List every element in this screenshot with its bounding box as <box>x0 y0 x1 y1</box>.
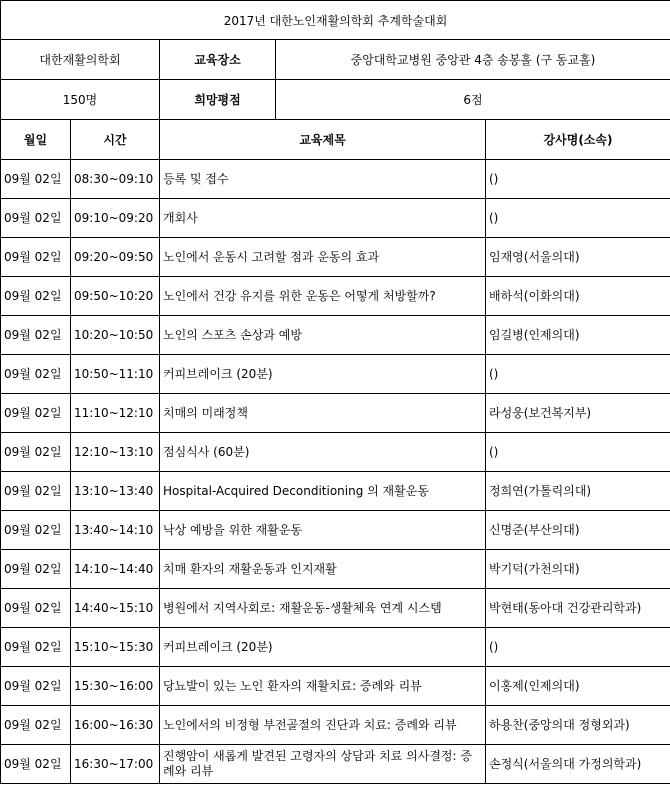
lecturer-cell: () <box>486 628 670 667</box>
lecturer-cell: 정희연(가톨릭의대) <box>486 472 670 511</box>
subject-cell: 점심식사 (60분) <box>160 433 486 472</box>
header-time: 시간 <box>71 120 160 160</box>
header-date: 월일 <box>1 120 71 160</box>
date-cell: 09월 02일 <box>1 160 71 199</box>
time-cell: 13:40~14:10 <box>71 511 160 550</box>
header-row <box>1 120 670 160</box>
date-cell: 09월 02일 <box>1 238 71 277</box>
date-cell: 09월 02일 <box>1 199 71 238</box>
subject-cell: 개회사 <box>160 199 486 238</box>
table-row <box>1 316 670 355</box>
table-row <box>1 511 670 550</box>
lecturer-cell: 박기덕(가천의대) <box>486 550 670 589</box>
subject-cell: 노인의 스포츠 손상과 예방 <box>160 316 486 355</box>
time-cell: 10:20~10:50 <box>71 316 160 355</box>
time-cell: 13:10~13:40 <box>71 472 160 511</box>
table-row <box>1 394 670 433</box>
time-cell: 14:40~15:10 <box>71 589 160 628</box>
date-cell: 09월 02일 <box>1 433 71 472</box>
table-row <box>1 355 670 394</box>
lecturer-cell: () <box>486 160 670 199</box>
table-row <box>1 238 670 277</box>
table-row <box>1 433 670 472</box>
time-cell: 15:30~16:00 <box>71 667 160 706</box>
info-row-venue <box>1 40 670 80</box>
subject-cell: 병원에서 지역사회로: 재활운동-생활체육 연계 시스템 <box>160 589 486 628</box>
lecturer-cell: 신명준(부산의대) <box>486 511 670 550</box>
time-cell: 09:50~10:20 <box>71 277 160 316</box>
venue-label: 교육장소 <box>160 40 276 80</box>
lecturer-cell: () <box>486 433 670 472</box>
table-row <box>1 745 670 784</box>
subject-cell: 낙상 예방을 위한 재활운동 <box>160 511 486 550</box>
subject-cell: 커피브레이크 (20분) <box>160 355 486 394</box>
organization-cell: 대한재활의학회 <box>1 40 160 80</box>
date-cell: 09월 02일 <box>1 316 71 355</box>
date-cell: 09월 02일 <box>1 589 71 628</box>
header-lecturer: 강사명(소속) <box>486 120 670 160</box>
lecturer-cell: () <box>486 355 670 394</box>
table-row <box>1 667 670 706</box>
date-cell: 09월 02일 <box>1 628 71 667</box>
subject-cell: 당뇨발이 있는 노인 환자의 재활치료: 증례와 리뷰 <box>160 667 486 706</box>
subject-cell: 등록 및 접수 <box>160 160 486 199</box>
document-title: 2017년 대한노인재활의학회 추계학술대회 <box>1 1 670 40</box>
credits-label: 희망평점 <box>160 80 276 120</box>
subject-cell: Hospital-Acquired Deconditioning 의 재활운동 <box>160 472 486 511</box>
date-cell: 09월 02일 <box>1 355 71 394</box>
date-cell: 09월 02일 <box>1 277 71 316</box>
date-cell: 09월 02일 <box>1 745 71 784</box>
venue-value: 중앙대학교병원 중앙관 4층 송봉홀 (구 동교홀) <box>276 40 670 80</box>
lecturer-cell: 임재영(서울의대) <box>486 238 670 277</box>
date-cell: 09월 02일 <box>1 511 71 550</box>
table-row <box>1 706 670 745</box>
subject-cell: 노인에서의 비정형 부전골절의 진단과 치료: 증례와 리뷰 <box>160 706 486 745</box>
info-row-capacity <box>1 80 670 120</box>
time-cell: 14:10~14:40 <box>71 550 160 589</box>
subject-cell: 치매의 미래정책 <box>160 394 486 433</box>
date-cell: 09월 02일 <box>1 472 71 511</box>
subject-cell: 치매 환자의 재활운동과 인지재활 <box>160 550 486 589</box>
time-cell: 10:50~11:10 <box>71 355 160 394</box>
subject-cell: 진행암이 새롭게 발견된 고령자의 상담과 치료 의사결정: 증례와 리뷰 <box>160 745 486 784</box>
lecturer-cell: () <box>486 199 670 238</box>
subject-cell: 커피브레이크 (20분) <box>160 628 486 667</box>
table-row <box>1 277 670 316</box>
lecturer-cell: 배하석(이화의대) <box>486 277 670 316</box>
time-cell: 11:10~12:10 <box>71 394 160 433</box>
table-row <box>1 160 670 199</box>
lecturer-cell: 손정식(서울의대 가정의학과) <box>486 745 670 784</box>
table-row <box>1 472 670 511</box>
time-cell: 12:10~13:10 <box>71 433 160 472</box>
table-row <box>1 199 670 238</box>
lecturer-cell: 하용찬(중앙의대 정형외과) <box>486 706 670 745</box>
time-cell: 15:10~15:30 <box>71 628 160 667</box>
subject-cell: 노인에서 건강 유지를 위한 운동은 어떻게 처방할까? <box>160 277 486 316</box>
title-row <box>1 1 670 40</box>
table-row <box>1 628 670 667</box>
lecturer-cell: 라성웅(보건복지부) <box>486 394 670 433</box>
header-subject: 교육제목 <box>160 120 486 160</box>
time-cell: 16:30~17:00 <box>71 745 160 784</box>
date-cell: 09월 02일 <box>1 550 71 589</box>
table-row <box>1 550 670 589</box>
date-cell: 09월 02일 <box>1 394 71 433</box>
table-row <box>1 589 670 628</box>
lecturer-cell: 임길병(인제의대) <box>486 316 670 355</box>
time-cell: 16:00~16:30 <box>71 706 160 745</box>
time-cell: 09:20~09:50 <box>71 238 160 277</box>
credits-value: 6점 <box>276 80 670 120</box>
date-cell: 09월 02일 <box>1 667 71 706</box>
time-cell: 09:10~09:20 <box>71 199 160 238</box>
date-cell: 09월 02일 <box>1 706 71 745</box>
subject-cell: 노인에서 운동시 고려할 점과 운동의 효과 <box>160 238 486 277</box>
lecturer-cell: 이홍제(인제의대) <box>486 667 670 706</box>
time-cell: 08:30~09:10 <box>71 160 160 199</box>
lecturer-cell: 박현태(동아대 건강관리학과) <box>486 589 670 628</box>
capacity-value: 150명 <box>1 80 160 120</box>
